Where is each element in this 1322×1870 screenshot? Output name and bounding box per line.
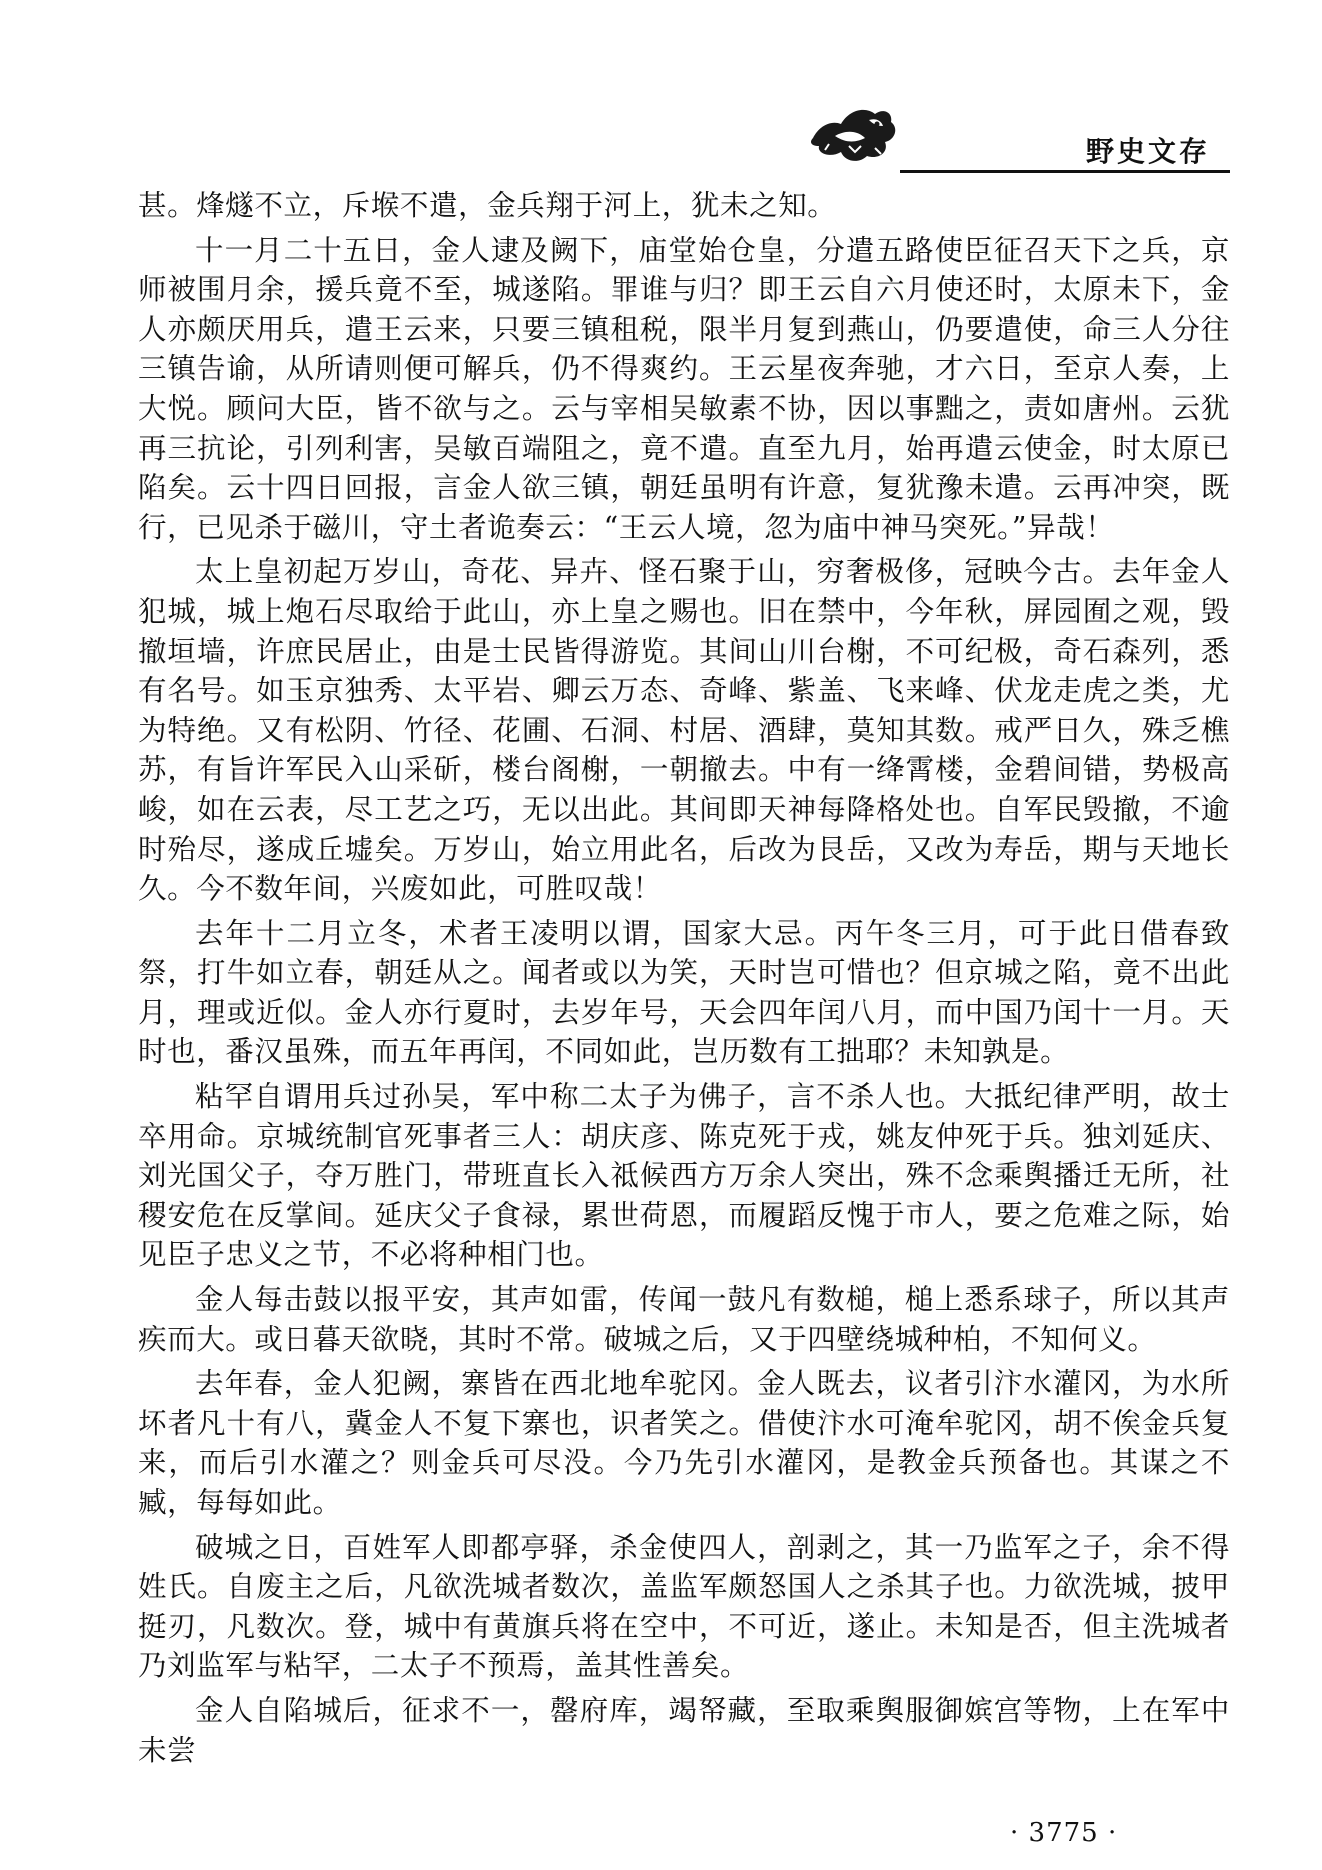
paragraph: 甚。烽燧不立，斥堠不遣，金兵翔于河上，犹未之知。 [138, 189, 837, 222]
dragon-emblem-icon [805, 100, 900, 165]
paragraph: 破城之日，百姓军人即都亭驿，杀金使四人，剖剥之，其一乃监军之子，余不得姓氏。自废主之后，凡欲洗城者数次，盖监军颇怒国人之杀其子也。力欲洗城，披甲挺刃，凡数次。登，城中有黄旗兵将在空中，不可近，遂止。未知是否，但主洗城者乃刘监军与粘罕，二太子不预焉，盖其性善矣。 [138, 1530, 1230, 1683]
paragraph: 金人每击鼓以报平安，其声如雷，传闻一鼓凡有数槌，槌上悉系球子，所以其声疾而大。或日暮天欲晓，其时不常。破城之后，又于四壁绕城种柏，不知何义。 [138, 1283, 1230, 1356]
paragraph: 金人自陷城后，征求不一，罄府库，竭帑藏，至取乘舆服御嫔宫等物，上在军中未尝 [138, 1693, 1230, 1767]
paragraph: 去年春，金人犯阙，寨皆在西北地牟驼冈。金人既去，议者引汴水灌冈，为水所坏者凡十有八，冀金人不复下寨也，识者笑之。借使汴水可淹牟驼冈，胡不俟金兵复来，而后引水灌之？则金兵可尽没。今乃先引水灌冈，是教金兵预备也。其谋之不臧，每每如此。 [138, 1367, 1230, 1519]
body-text [138, 186, 1230, 1775]
running-header [800, 100, 1230, 180]
paragraph: 粘罕自谓用兵过孙吴，军中称二太子为佛子，言不杀人也。大抵纪律严明，故士卒用命。京城统制官死事者三人：胡庆彦、陈克死于戎，姚友仲死于兵。独刘延庆、刘光国父子，夺万胜门，带班直长入祗候西方万余人突出，殊不念乘舆播迁无所，社稷安危在反掌间。延庆父子食禄，累世荷恩，而履蹈反愧于市人，要之危难之际，始见臣子忠义之节，不必将种相门也。 [138, 1080, 1230, 1272]
series-title: 野史文存 [1085, 135, 1210, 168]
paragraph: 太上皇初起万岁山，奇花、异卉、怪石聚于山，穷奢极侈，冠映今古。去年金人犯城，城上炮石尽取给于此山，亦上皇之赐也。旧在禁中，今年秋，屏园囿之观，毁撤垣墙，许庶民居止，由是士民皆得游览。其间山川台榭，不可纪极，奇石森列，悉有名号。如玉京独秀、太平岩、卿云万态、奇峰、紫盖、飞来峰、伏龙走虎之类，尤为特绝。又有松阴、竹径、花圃、石洞、村居、酒肆，莫知其数。戒严日久，殊乏樵苏，有旨许军民入山采斫，楼台阁榭，一朝撤去。中有一绛霄楼，金碧间错，势极高峻，如在云表，尽工艺之巧，无以出此。其间即天神每降格处也。自军民毁撤，不逾时殆尽，遂成丘墟矣。万岁山，始立用此名，后改为艮岳，又改为寿岳，期与天地长久。今不数年间，兴废如此，可胜叹哉！ [138, 555, 1230, 906]
paragraph: 去年十二月立冬，术者王凌明以谓，国家大忌。丙午冬三月，可于此日借春致祭，打牛如立春，朝廷从之。闻者或以为笑，天时岂可惜也？但京城之陷，竟不出此月，理或近似。金人亦行夏时，去岁年号，天会四年闰八月，而中国乃闰十一月。天时也，番汉虽殊，而五年再闰，不同如此，岂历数有工拙耶？未知孰是。 [138, 916, 1230, 1069]
page-number: · 3775 · [1010, 1818, 1118, 1848]
header-rule [900, 170, 1230, 173]
paragraph: 十一月二十五日，金人逮及阙下，庙堂始仓皇，分遣五路使臣征召天下之兵，京师被围月余，援兵竟不至，城遂陷。罪谁与归？即王云自六月使还时，太原未下，金人亦颇厌用兵，遣王云来，只要三镇租税，限半月复到燕山，仍要遣使，命三人分往三镇告谕，从所请则便可解兵，仍不得爽约。王云星夜奔驰，才六日，至京人奏，上大悦。顾问大臣，皆不欲与之。云与宰相吴敏素不协，因以事黜之，责如唐州。云犹再三抗论，引列利害，吴敏百端阻之，竟不遣。直至九月，始再遣云使金，时太原已陷矣。云十四日回报，言金人欲三镇，朝廷虽明有许意，复犹豫未遣。云再冲突，既行，已见杀于磁川，守土者诡奏云：“王云人境，忽为庙中神马突死。”异哉！ [138, 233, 1230, 544]
